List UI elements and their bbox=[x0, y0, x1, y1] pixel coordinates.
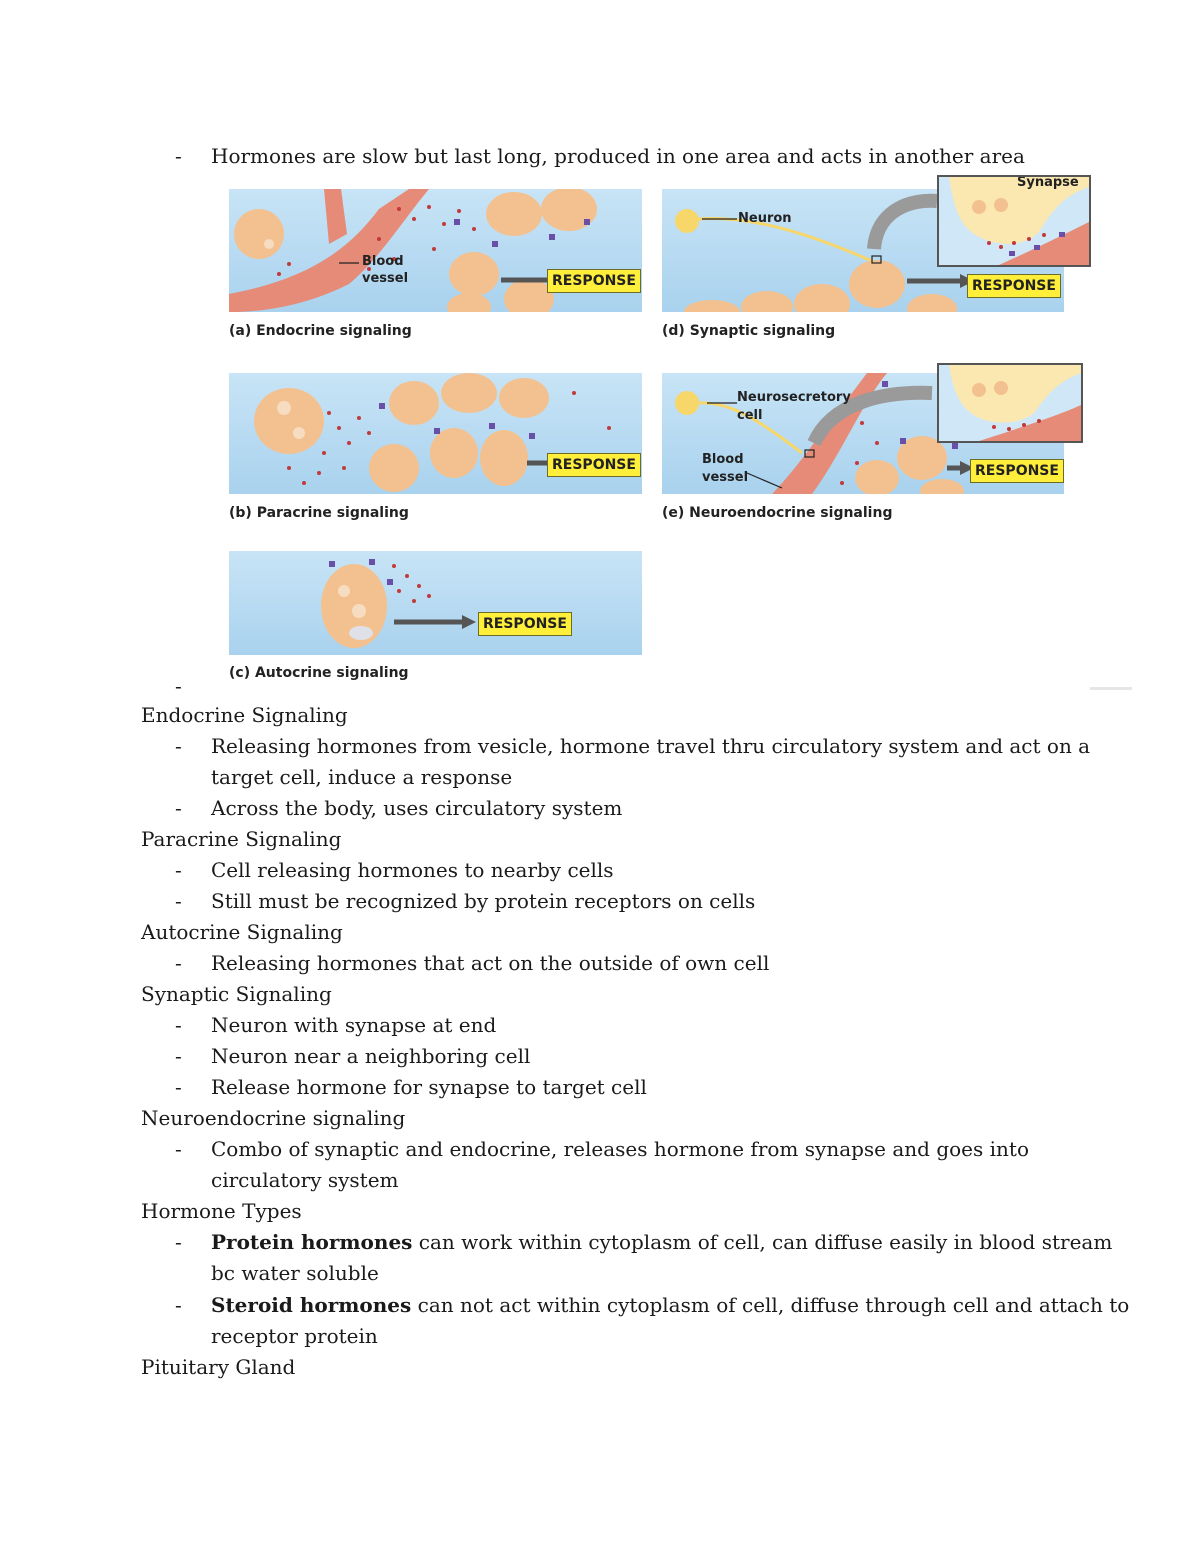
label-neuron: Neuron bbox=[738, 211, 792, 226]
caption-neuroendocrine: (e) Neuroendocrine signaling bbox=[662, 505, 893, 521]
response-box: RESPONSE bbox=[967, 274, 1061, 298]
section-heading: Neuroendocrine signaling bbox=[141, 1106, 406, 1130]
bullet-dash: - bbox=[175, 858, 182, 882]
endocrine-illustration bbox=[229, 189, 642, 312]
bullet-dash: - bbox=[175, 1013, 182, 1037]
bullet-text-rest: can work within cytoplasm of cell, can diffuse easily in blood stream bbox=[412, 1230, 1113, 1254]
label-vessel: vessel bbox=[702, 470, 749, 485]
bullet-text-continued: circulatory system bbox=[211, 1168, 399, 1192]
section-heading: Paracrine Signaling bbox=[141, 827, 342, 851]
bullet-dash: - bbox=[175, 1075, 182, 1099]
bullet-dash: - bbox=[175, 734, 182, 758]
section-heading: Autocrine Signaling bbox=[141, 920, 343, 944]
label-blood: Blood bbox=[702, 452, 744, 467]
section-heading: Hormone Types bbox=[141, 1199, 302, 1223]
intro-text: Hormones are slow but last long, produced in one area and acts in another area bbox=[211, 144, 1025, 168]
bullet-dash: - bbox=[175, 1230, 182, 1254]
bullet-dash: - bbox=[175, 796, 182, 820]
caption-endocrine: (a) Endocrine signaling bbox=[229, 323, 412, 339]
bullet-dash: - bbox=[175, 889, 182, 913]
label-vessel: vessel bbox=[362, 271, 409, 286]
bullet-dash: - bbox=[175, 144, 182, 168]
caption-synaptic: (d) Synaptic signaling bbox=[662, 323, 836, 339]
bullet-text: Still must be recognized by protein receptors on cells bbox=[211, 889, 756, 913]
response-box: RESPONSE bbox=[547, 269, 641, 293]
bullet-text-continued: target cell, induce a response bbox=[211, 765, 513, 789]
bold-term: Protein hormones bbox=[211, 1230, 413, 1254]
bullet-dash: - bbox=[175, 674, 182, 698]
bullet-text: Combo of synaptic and endocrine, releases hormone from synapse and goes into bbox=[211, 1137, 1029, 1161]
bullet-text: Neuron with synapse at end bbox=[211, 1013, 497, 1037]
bullet-text-continued: receptor protein bbox=[211, 1324, 378, 1348]
bullet-dash: - bbox=[175, 1137, 182, 1161]
panel-endocrine bbox=[229, 189, 642, 312]
bullet-dash: - bbox=[175, 1293, 182, 1317]
section-heading: Endocrine Signaling bbox=[141, 703, 348, 727]
caption-autocrine: (c) Autocrine signaling bbox=[229, 665, 409, 681]
bullet-text: Neuron near a neighboring cell bbox=[211, 1044, 531, 1068]
faint-divider bbox=[1090, 687, 1132, 690]
label-cell: cell bbox=[737, 408, 763, 423]
panel-autocrine bbox=[229, 551, 642, 655]
bullet-dash: - bbox=[175, 1044, 182, 1068]
label-blood: Blood bbox=[362, 254, 404, 269]
label-synapse: Synapse bbox=[1017, 175, 1079, 190]
label-neurosecretory: Neurosecretory bbox=[737, 390, 851, 405]
bullet-text-rest: can not act within cytoplasm of cell, diffuse through cell and attach to bbox=[411, 1293, 1130, 1317]
bullet-text: Cell releasing hormones to nearby cells bbox=[211, 858, 614, 882]
bullet-text-continued: bc water soluble bbox=[211, 1261, 379, 1285]
bold-term: Steroid hormones bbox=[211, 1293, 412, 1317]
bullet-text: Release hormone for synapse to target cell bbox=[211, 1075, 647, 1099]
autocrine-illustration bbox=[229, 551, 642, 655]
bullet-text bbox=[211, 1290, 1129, 1321]
caption-paracrine: (b) Paracrine signaling bbox=[229, 505, 409, 521]
neuroendocrine-synapse-illustration bbox=[939, 365, 1081, 441]
bullet-dash: - bbox=[175, 951, 182, 975]
response-box: RESPONSE bbox=[478, 612, 572, 636]
section-heading: Pituitary Gland bbox=[141, 1355, 296, 1379]
response-box: RESPONSE bbox=[547, 453, 641, 477]
synapse-inset bbox=[937, 175, 1091, 267]
bullet-text bbox=[211, 1227, 1112, 1258]
bullet-text: Releasing hormones from vesicle, hormone travel thru circulatory system and act on a bbox=[211, 734, 1091, 758]
panel-paracrine bbox=[229, 373, 642, 494]
bullet-text: Releasing hormones that act on the outside of own cell bbox=[211, 951, 770, 975]
neuroendocrine-inset bbox=[937, 363, 1083, 443]
response-box: RESPONSE bbox=[970, 459, 1064, 483]
section-heading: Synaptic Signaling bbox=[141, 982, 332, 1006]
bullet-text: Across the body, uses circulatory system bbox=[211, 796, 623, 820]
